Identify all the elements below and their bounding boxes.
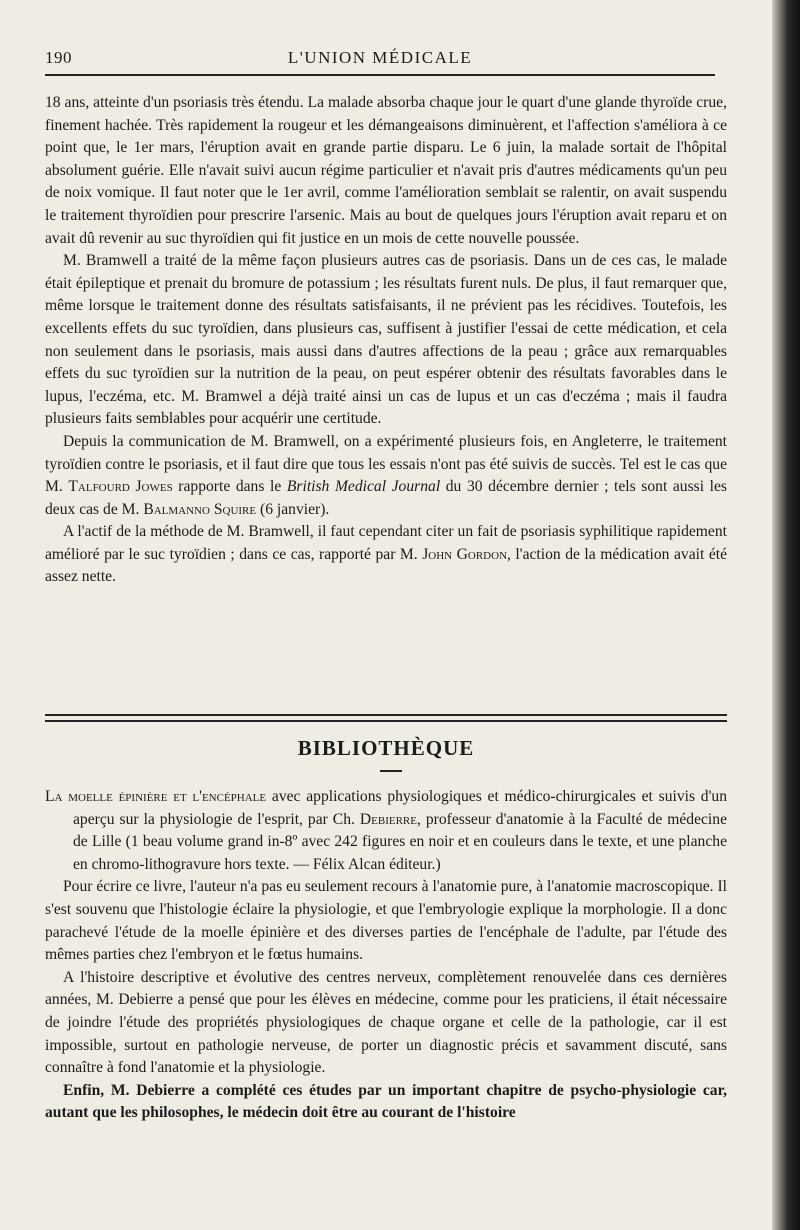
article-continuation (45, 92, 727, 589)
article-paragraph-3-part-c: du 30 décembre dernier ; tels sont aussi les deux cas de M. (45, 478, 727, 518)
book-entry-part-b: , professeur d'anatomie à la Faculté de médecine de Lille (1 beau volume grand in-8º avec 242 figures en noir et en couleurs dans le texte, et une planche en chromo-lithogravure hors texte. — Félix Alcan éditeur.) (73, 810, 727, 873)
section-divider (45, 714, 727, 722)
journal-title: British Medical Journal (286, 478, 441, 496)
page-number: 190 (45, 48, 72, 67)
article-paragraph-4 (45, 521, 727, 589)
running-title: L'UNION MÉDICALE (287, 48, 473, 67)
author-name-talfourd-jowes: Talfourd Jowes (68, 478, 173, 496)
review-paragraph-3: Enfin, M. Debierre a complété ces études par un important chapitre de psycho-physiologie car, autant que les philosophes, le médecin doit être au courant de l'histoire (45, 1081, 727, 1122)
header-rule (45, 74, 715, 76)
article-paragraph-2: M. Bramwell a traité de la même façon plusieurs autres cas de psoriasis. Dans un de ces cas, le malade était épileptique et prenait du bromure de potassium ; les résultats furent nuls. De plus, il faut remarquer que, même lorsque le traitement donne des résultats satisfaisants, il ne prévient pas les récidives. Toutefois, les excellents effets du suc tyroïdien, dans plusieurs cas, suffisent à justifier l'essai de cette médication, et cela non seulement dans le psoriasis, mais aussi dans d'autres affections de la peau ; grâce aux remarquables effets du suc tyroïdien sur la nutrition de la peau, on peut espérer obtenir des résultats favorables dans le lupus, l'eczéma, etc. M. Bramwel a déjà traité ainsi un cas de lupus et un cas d'eczéma ; mais il faudra plusieurs faits semblables pour acquérir une certitude. (45, 252, 727, 428)
book-entry (45, 786, 727, 876)
book-binding-shadow (772, 0, 800, 1230)
author-name-john-gordon: John Gordon (422, 545, 508, 563)
author-name-balmanno-squire: Balmanno Squire (143, 500, 257, 518)
article-paragraph-3-part-d: (6 janvier). (256, 500, 330, 518)
article-paragraph-4-part-a: A l'actif de la méthode de M. Bramwell, il faut cependant citer un fait de psoriasis syphilitique rapidement amélioré par le suc tyroïdien ; dans ce cas, rapporté par M. (45, 523, 727, 563)
review-paragraph-1: Pour écrire ce livre, l'auteur n'a pas eu seulement recours à l'anatomie pure, à l'anatomie macroscopique. Il s'est souvenu que l'histologie éclaire la physiologie, et que l'embryologie explique la morphologie. Il a donc parachevé l'étude de la moelle épinière et des diverses parties de l'encéphale de l'adulte, par l'étude des mêmes parties chez l'embryon et le fœtus humains. (45, 878, 727, 964)
heading-dash (380, 770, 402, 772)
article-paragraph-1: 18 ans, atteinte d'un psoriasis très étendu. La malade absorba chaque jour le quart d'une glande thyroïde crue, finement hachée. Très rapidement la rougeur et les démangeaisons diminuèrent, et l'affection s'améliora à ce point que, le 1er mars, l'éruption avait en grande partie disparu. Le 6 juin, la malade sortait de l'hôpital absolument guérie. Elle n'avait suivi aucun régime particulier et n'avait pris d'autres médicaments qu'un peu de noix vomique. Il faut noter que le 1er avril, comme l'amélioration semblait se ralentir, on avait suspendu le traitement thyroïdien pour prescrire l'arsenic. Mais au bout de quelques jours l'éruption avait reparu et on avait dû revenir au suc thyroïdien qui fit justice en un mois de cette nouvelle poussée. (45, 94, 727, 247)
article-paragraph-3-part-a: Depuis la communication de M. Bramwell, on a expérimenté plusieurs fois, en Angleterre, le traitement tyroïdien contre le psoriasis, et il faut dire que tous les essais n'ont pas été suivis de succès. Tel est le cas que M. (45, 432, 727, 496)
bibliography-section (45, 786, 727, 1125)
article-paragraph-4-part-b: , l'action de la médication avait été assez nette. (45, 545, 727, 586)
article-paragraph-3-part-b: rapporte dans le (172, 478, 287, 496)
book-title: La moelle épinière et l'encéphale (45, 788, 267, 805)
book-author: Debierre (359, 810, 417, 828)
section-heading: BIBLIOTHÈQUE (297, 736, 475, 760)
article-paragraph-3 (45, 431, 727, 521)
review-paragraph-2: A l'histoire descriptive et évolutive des centres nerveux, complètement renouvelée dans ces dernières années, M. Debierre a pensé que pour les élèves en médecine, comme pour les praticiens, il était nécessaire de joindre l'étude des propriétés physiologiques de chaque organe et celle de la pathologie, car il est impossible, surtout en pathologie nerveuse, de porter un diagnostic précis et savamment discuté, sans connaître à fond l'anatomie et la physiologie. (45, 968, 727, 1077)
book-entry-part-a: avec applications physiologiques et médico-chirurgicales et suivis d'un aperçu sur la physiologie de l'esprit, par Ch. (73, 788, 728, 828)
